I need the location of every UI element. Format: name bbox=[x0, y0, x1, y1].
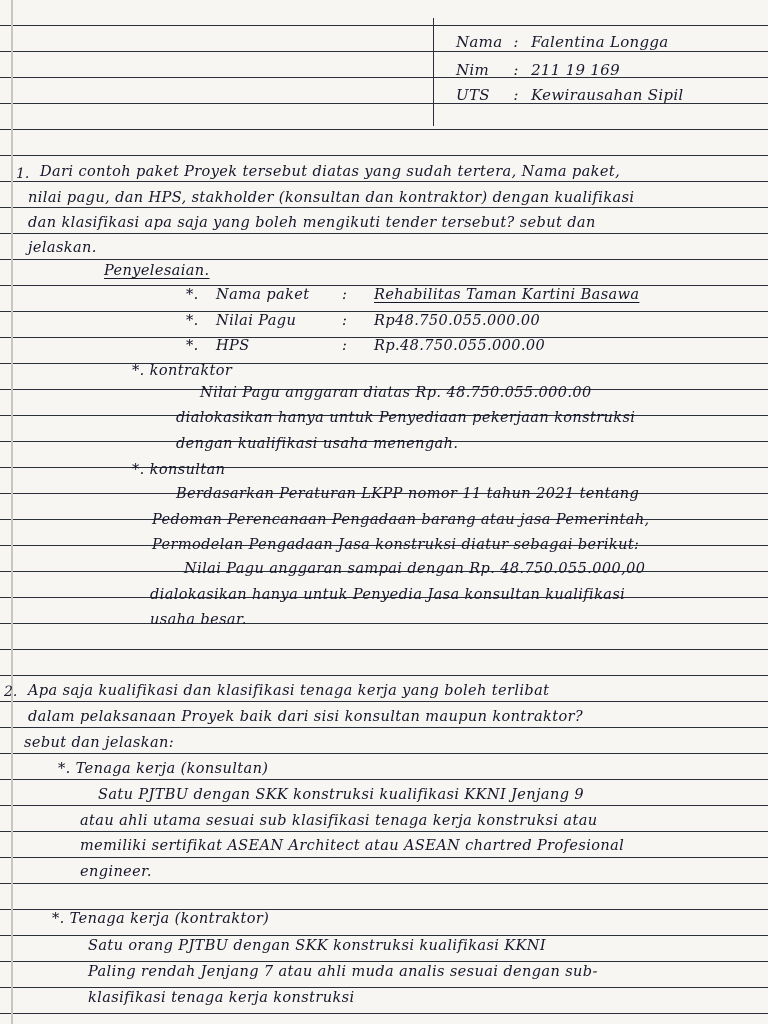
bullet: *. bbox=[186, 287, 199, 303]
tenaga-konsultan-heading: *. Tenaga kerja (konsultan) bbox=[58, 761, 269, 777]
question-2-line: Apa saja kualifikasi dan klasifikasi tenaga kerja yang boleh terlibat bbox=[28, 683, 550, 699]
hps-label: HPS bbox=[216, 338, 250, 354]
question-2-number: 2. bbox=[4, 684, 18, 700]
konsultan-line: Permodelan Pengadaan Jasa konstruksi diatur sebagai berikut: bbox=[152, 537, 640, 553]
konsultan-line: Nilai Pagu anggaran sampai dengan Rp. 48.750.055.000,00 bbox=[184, 561, 646, 577]
kontraktor-line: dengan kualifikasi usaha menengah. bbox=[176, 436, 459, 452]
konsultan-line: Berdasarkan Peraturan LKPP nomor 11 tahun 2021 tentang bbox=[176, 486, 640, 502]
name-colon: : bbox=[513, 33, 519, 51]
pagu-sep: : bbox=[342, 313, 348, 329]
exam-subject: Kewirausahan Sipil bbox=[531, 86, 684, 104]
hps-value: Rp.48.750.055.000.00 bbox=[374, 338, 546, 354]
nim-label: Nim bbox=[456, 61, 490, 79]
uts-colon: : bbox=[513, 86, 519, 104]
student-name: Falentina Longga bbox=[531, 33, 669, 51]
pagu-label: Nilai Pagu bbox=[216, 313, 297, 329]
question-1-line: jelaskan. bbox=[28, 240, 97, 256]
exam-row bbox=[456, 86, 684, 104]
konsultan-line: dialokasikan hanya untuk Penyedia Jasa konsultan kualifikasi bbox=[150, 587, 626, 603]
margin-line bbox=[11, 0, 13, 1024]
uts-label: UTS bbox=[456, 86, 490, 104]
student-name-row bbox=[456, 33, 669, 51]
tenaga-konsultan-line: atau ahli utama sesuai sub klasifikasi tenaga kerja konstruksi atau bbox=[80, 813, 598, 829]
question-1-number: 1. bbox=[16, 166, 30, 182]
bullet: *. bbox=[186, 338, 199, 354]
student-nim-row bbox=[456, 61, 620, 79]
question-1-line: dan klasifikasi apa saja yang boleh mengikuti tender tersebut? sebut dan bbox=[28, 215, 596, 231]
tenaga-kontraktor-line: Satu orang PJTBU dengan SKK konstruksi kualifikasi KKNI bbox=[88, 938, 547, 954]
bullet: *. bbox=[186, 313, 199, 329]
kontraktor-line: dialokasikan hanya untuk Penyediaan pekerjaan konstruksi bbox=[176, 410, 636, 426]
package-name-row bbox=[186, 287, 639, 303]
kontraktor-line: Nilai Pagu anggaran diatas Rp. 48.750.055.000.00 bbox=[200, 385, 592, 401]
question-2-line: sebut dan jelaskan: bbox=[24, 735, 175, 751]
question-2-line: dalam pelaksanaan Proyek baik dari sisi konsultan maupun kontraktor? bbox=[28, 709, 584, 725]
pagu-row bbox=[186, 313, 540, 329]
kontraktor-heading: *. kontraktor bbox=[132, 363, 233, 379]
nim-colon: : bbox=[513, 61, 519, 79]
hps-row bbox=[186, 338, 545, 354]
konsultan-heading: *. konsultan bbox=[132, 462, 226, 478]
pagu-value: Rp48.750.055.000.00 bbox=[374, 313, 541, 329]
tenaga-konsultan-line: memiliki sertifikat ASEAN Architect atau ASEAN chartred Profesional bbox=[80, 838, 625, 854]
tenaga-kontraktor-line: Paling rendah Jenjang 7 atau ahli muda analis sesuai dengan sub- bbox=[88, 964, 598, 980]
package-name-sep: : bbox=[342, 287, 348, 303]
answer-heading: Penyelesaian. bbox=[104, 263, 210, 279]
konsultan-line: usaha besar. bbox=[150, 612, 247, 628]
hps-sep: : bbox=[342, 338, 348, 354]
tenaga-konsultan-line: Satu PJTBU dengan SKK konstruksi kualifikasi KKNI Jenjang 9 bbox=[98, 787, 585, 803]
package-name-value: Rehabilitas Taman Kartini Basawa bbox=[374, 287, 640, 303]
question-1-line: nilai pagu, dan HPS, stakholder (konsultan dan kontraktor) dengan kualifikasi bbox=[28, 190, 635, 206]
tenaga-kontraktor-heading: *. Tenaga kerja (kontraktor) bbox=[52, 911, 270, 927]
konsultan-line: Pedoman Perencanaan Pengadaan barang atau jasa Pemerintah, bbox=[152, 512, 650, 528]
name-label: Nama bbox=[456, 33, 503, 51]
tenaga-kontraktor-line: klasifikasi tenaga kerja konstruksi bbox=[88, 990, 355, 1006]
package-name-label: Nama paket bbox=[216, 287, 310, 303]
tenaga-konsultan-line: engineer. bbox=[80, 864, 152, 880]
question-1-line: Dari contoh paket Proyek tersebut diatas yang sudah tertera, Nama paket, bbox=[40, 164, 621, 180]
student-nim: 211 19 169 bbox=[531, 61, 620, 79]
